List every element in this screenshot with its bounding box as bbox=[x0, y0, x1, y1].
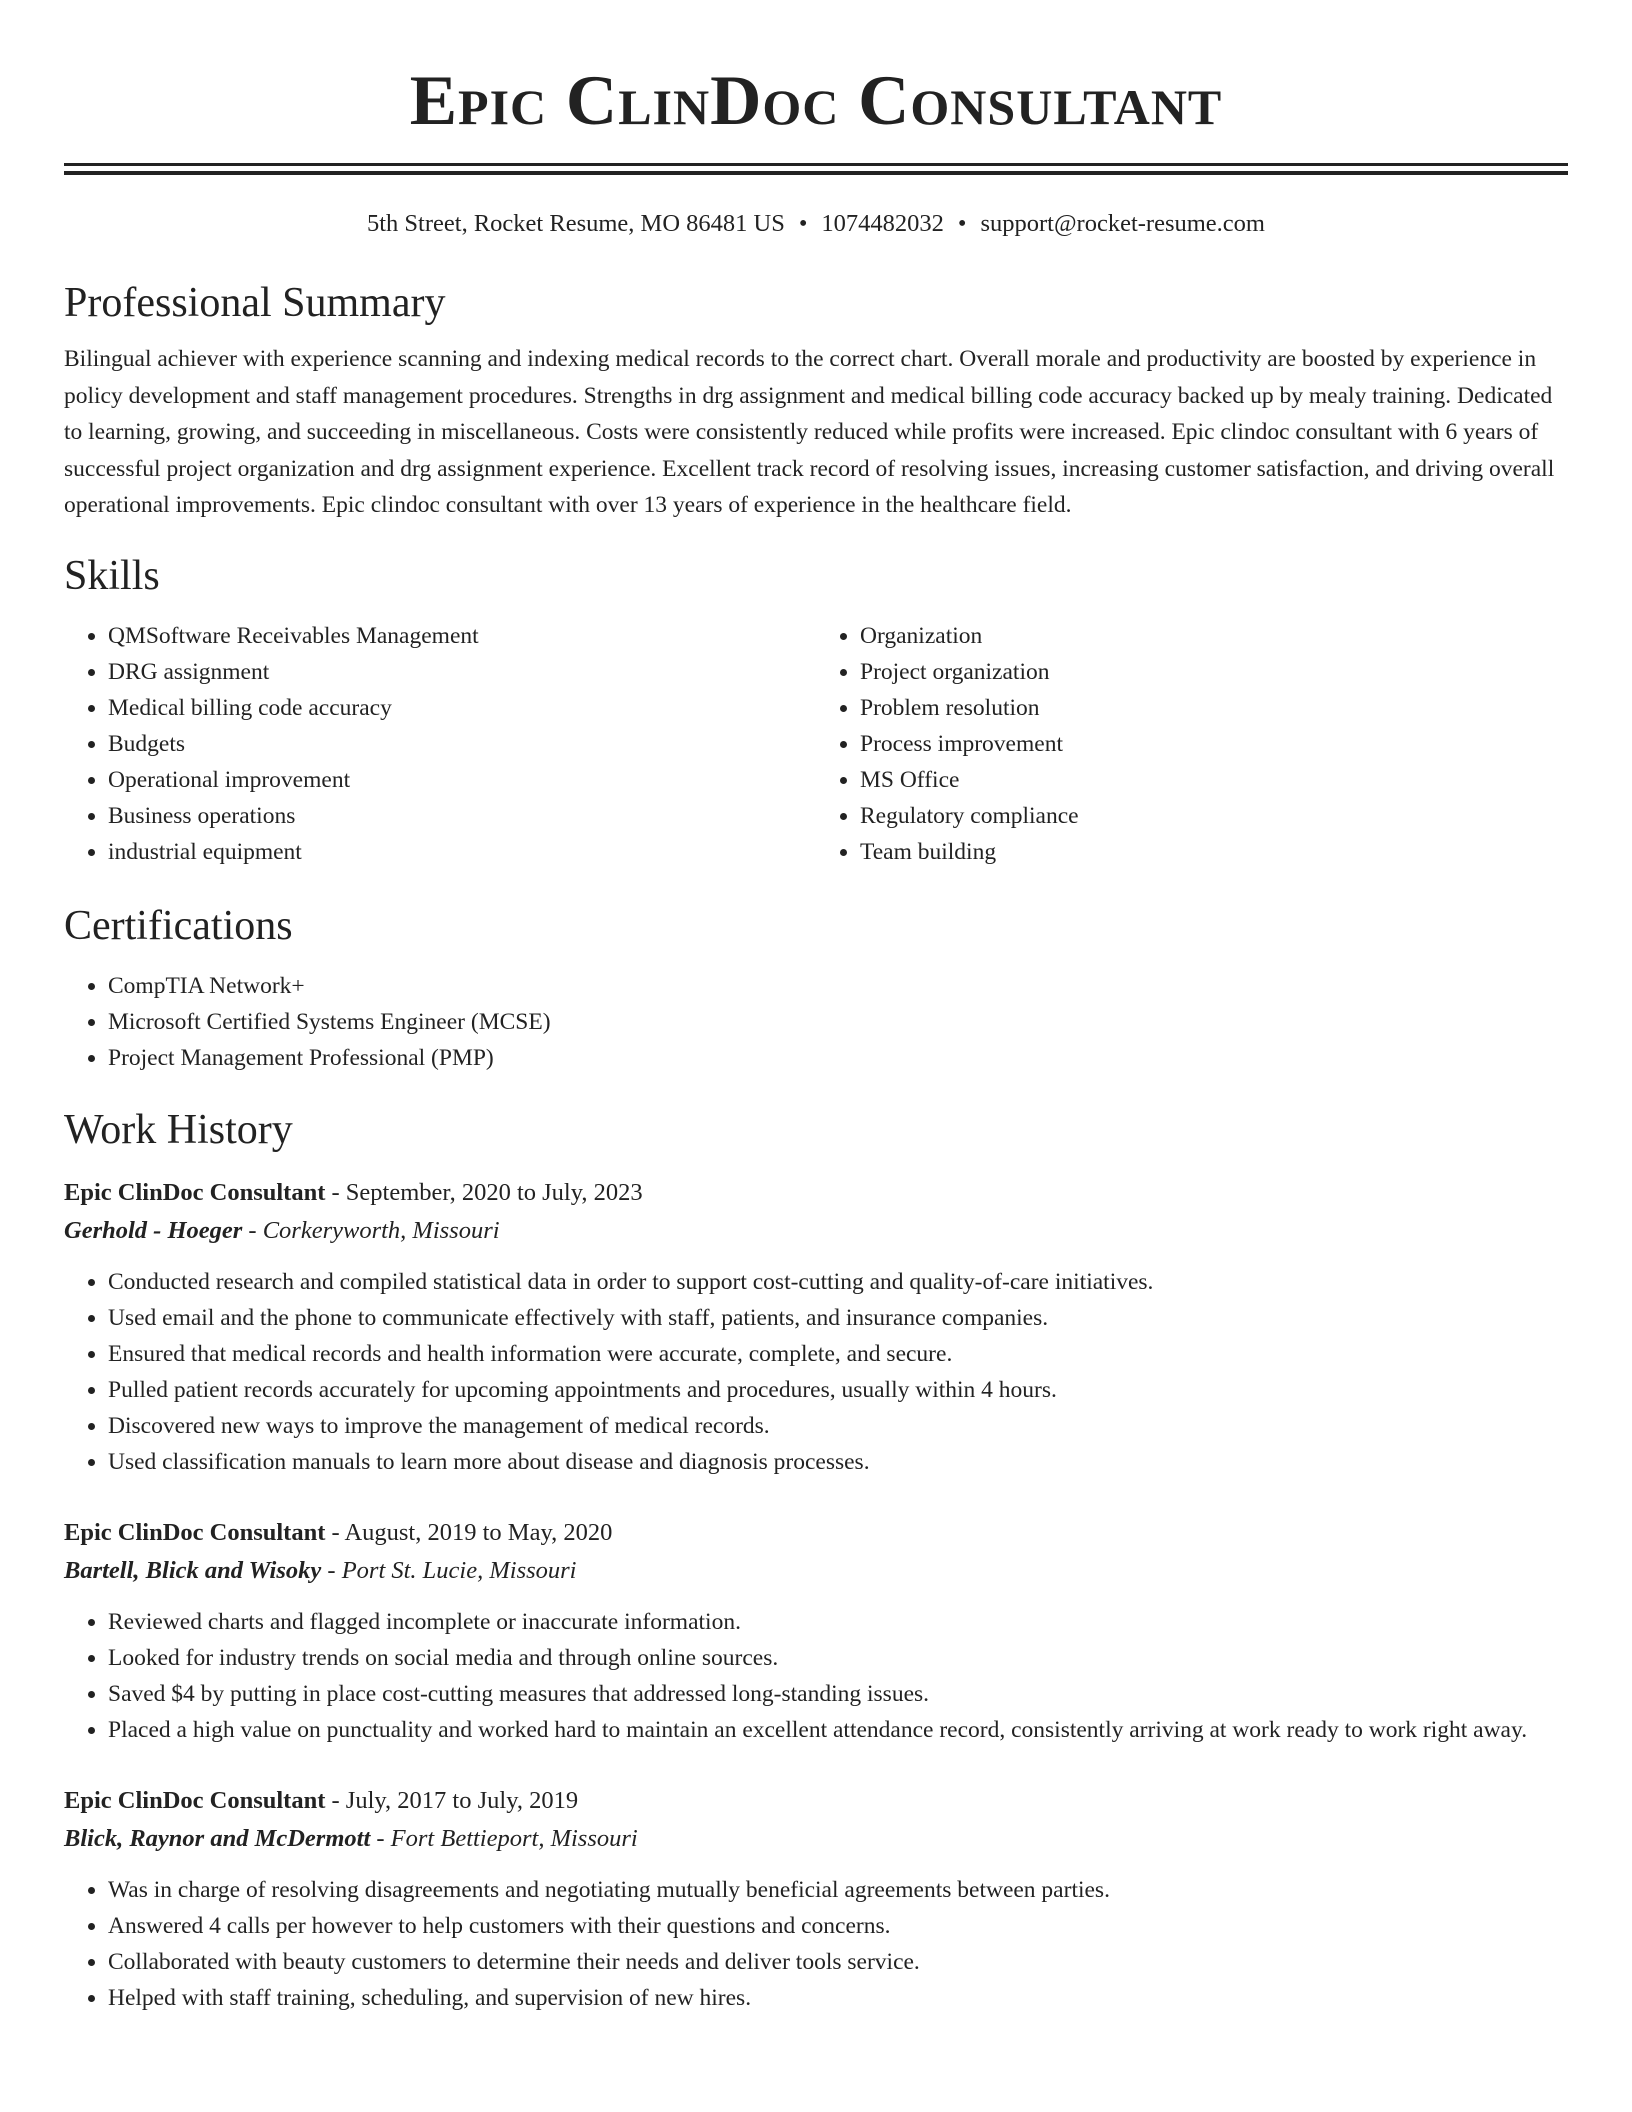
job-title-line bbox=[64, 1514, 1568, 1552]
job-company-line bbox=[64, 1552, 1568, 1590]
skill-item: • Project organization bbox=[860, 654, 1568, 690]
candidate-name: Epic ClinDoc Consultant bbox=[409, 62, 1223, 140]
skill-item: • DRG assignment bbox=[108, 654, 816, 690]
job-bullet: • Ensured that medical records and health information were accurate, complete, and secure. bbox=[108, 1336, 1568, 1372]
skill-item: • Business operations bbox=[108, 798, 816, 834]
job-bullet: • Pulled patient records accurately for upcoming appointments and procedures, usually within 4 hours. bbox=[108, 1372, 1568, 1408]
job-company: Bartell, Blick and Wisoky bbox=[64, 1556, 322, 1584]
skill-item: • Team building bbox=[860, 834, 1568, 870]
certifications-list bbox=[64, 968, 1568, 1076]
job-title-line bbox=[64, 1174, 1568, 1212]
job-company-line bbox=[64, 1212, 1568, 1250]
job-entry bbox=[64, 1782, 1568, 2016]
header-rule-top bbox=[64, 163, 1568, 166]
job-dates: - August, 2019 to May, 2020 bbox=[325, 1518, 613, 1546]
job-entry bbox=[64, 1514, 1568, 1748]
job-dates: - July, 2017 to July, 2019 bbox=[325, 1786, 579, 1814]
job-company-line bbox=[64, 1820, 1568, 1858]
job-bullet: • Reviewed charts and flagged incomplete or inaccurate information. bbox=[108, 1604, 1568, 1640]
skill-item: • MS Office bbox=[860, 762, 1568, 798]
contact-email: support@rocket-resume.com bbox=[980, 210, 1265, 237]
contact-separator: • bbox=[798, 210, 808, 237]
job-location: - Fort Bettieport, Missouri bbox=[370, 1824, 638, 1852]
job-bullet: • Helped with staff training, scheduling, and supervision of new hires. bbox=[108, 1980, 1568, 2016]
contact-line bbox=[64, 209, 1568, 239]
job-bullets bbox=[64, 1264, 1568, 1480]
work-history-heading: Work History bbox=[64, 1106, 293, 1153]
job-title: Epic ClinDoc Consultant bbox=[64, 1786, 326, 1814]
skill-item: • Process improvement bbox=[860, 726, 1568, 762]
skill-item: • QMSoftware Receivables Management bbox=[108, 618, 816, 654]
job-bullet: • Was in charge of resolving disagreements and negotiating mutually beneficial agreements between parties. bbox=[108, 1872, 1568, 1908]
job-location: - Port St. Lucie, Missouri bbox=[321, 1556, 577, 1584]
contact-phone: 1074482032 bbox=[821, 210, 944, 237]
job-title-line bbox=[64, 1782, 1568, 1820]
job-title: Epic ClinDoc Consultant bbox=[64, 1518, 326, 1546]
job-bullet: • Discovered new ways to improve the management of medical records. bbox=[108, 1408, 1568, 1444]
skills-columns bbox=[64, 618, 1568, 870]
skill-item: • Regulatory compliance bbox=[860, 798, 1568, 834]
certification-item: • Project Management Professional (PMP) bbox=[108, 1040, 1568, 1076]
job-bullet: • Conducted research and compiled statistical data in order to support cost-cutting and quality-of-care initiatives. bbox=[108, 1264, 1568, 1300]
header-rule-bottom bbox=[64, 171, 1568, 175]
summary-heading: Professional Summary bbox=[64, 280, 446, 326]
certification-item: • CompTIA Network+ bbox=[108, 968, 1568, 1004]
skill-item: • Organization bbox=[860, 618, 1568, 654]
skill-item: • industrial equipment bbox=[108, 834, 816, 870]
job-bullets bbox=[64, 1604, 1568, 1748]
certification-item: • Microsoft Certified Systems Engineer (MCSE) bbox=[108, 1004, 1568, 1040]
skill-item: • Budgets bbox=[108, 726, 816, 762]
job-company: Gerhold - Hoeger bbox=[64, 1216, 243, 1244]
skill-item: • Medical billing code accuracy bbox=[108, 690, 816, 726]
job-title: Epic ClinDoc Consultant bbox=[64, 1178, 326, 1206]
job-bullet: • Looked for industry trends on social media and through online sources. bbox=[108, 1640, 1568, 1676]
job-location: - Corkeryworth, Missouri bbox=[242, 1216, 500, 1244]
summary-text: Bilingual achiever with experience scanning and indexing medical records to the correct chart. Overall morale and productivity are boosted by experience in policy development and staff management procedures. Strengths in drg assignment and medical billing code accuracy backed up by mealy training. Dedicated to learning, growing, and succeeding in miscellaneous. Costs were consistently reduced while profits were increased. Epic clindoc consultant with 6 years of successful project organization and drg assignment experience. Excellent track record of resolving issues, increasing customer satisfaction, and driving overall operational improvements. Epic clindoc consultant with over 13 years of experience in the healthcare field. bbox=[64, 346, 1555, 518]
skills-left-list bbox=[64, 618, 816, 870]
skill-item: • Problem resolution bbox=[860, 690, 1568, 726]
contact-separator: • bbox=[957, 210, 967, 237]
job-bullet: • Used email and the phone to communicate effectively with staff, patients, and insurance companies. bbox=[108, 1300, 1568, 1336]
job-dates: - September, 2020 to July, 2023 bbox=[325, 1178, 643, 1206]
resume-page bbox=[64, 0, 1568, 2016]
job-company: Blick, Raynor and McDermott bbox=[64, 1824, 371, 1852]
job-bullet: • Saved $4 by putting in place cost-cutting measures that addressed long-standing issues. bbox=[108, 1676, 1568, 1712]
job-bullet: • Collaborated with beauty customers to determine their needs and deliver tools service. bbox=[108, 1944, 1568, 1980]
certifications-heading: Certifications bbox=[64, 902, 293, 949]
job-bullet: • Answered 4 calls per however to help customers with their questions and concerns. bbox=[108, 1908, 1568, 1944]
job-bullet: • Used classification manuals to learn more about disease and diagnosis processes. bbox=[108, 1444, 1568, 1480]
skills-right-list bbox=[816, 618, 1568, 870]
skill-item: • Operational improvement bbox=[108, 762, 816, 798]
job-bullet: • Placed a high value on punctuality and worked hard to maintain an excellent attendance record, consistently arriving at work ready to work right away. bbox=[108, 1712, 1568, 1748]
contact-address: 5th Street, Rocket Resume, MO 86481 US bbox=[367, 210, 785, 237]
job-entry bbox=[64, 1174, 1568, 1480]
job-bullets bbox=[64, 1872, 1568, 2016]
skills-heading: Skills bbox=[64, 552, 160, 599]
